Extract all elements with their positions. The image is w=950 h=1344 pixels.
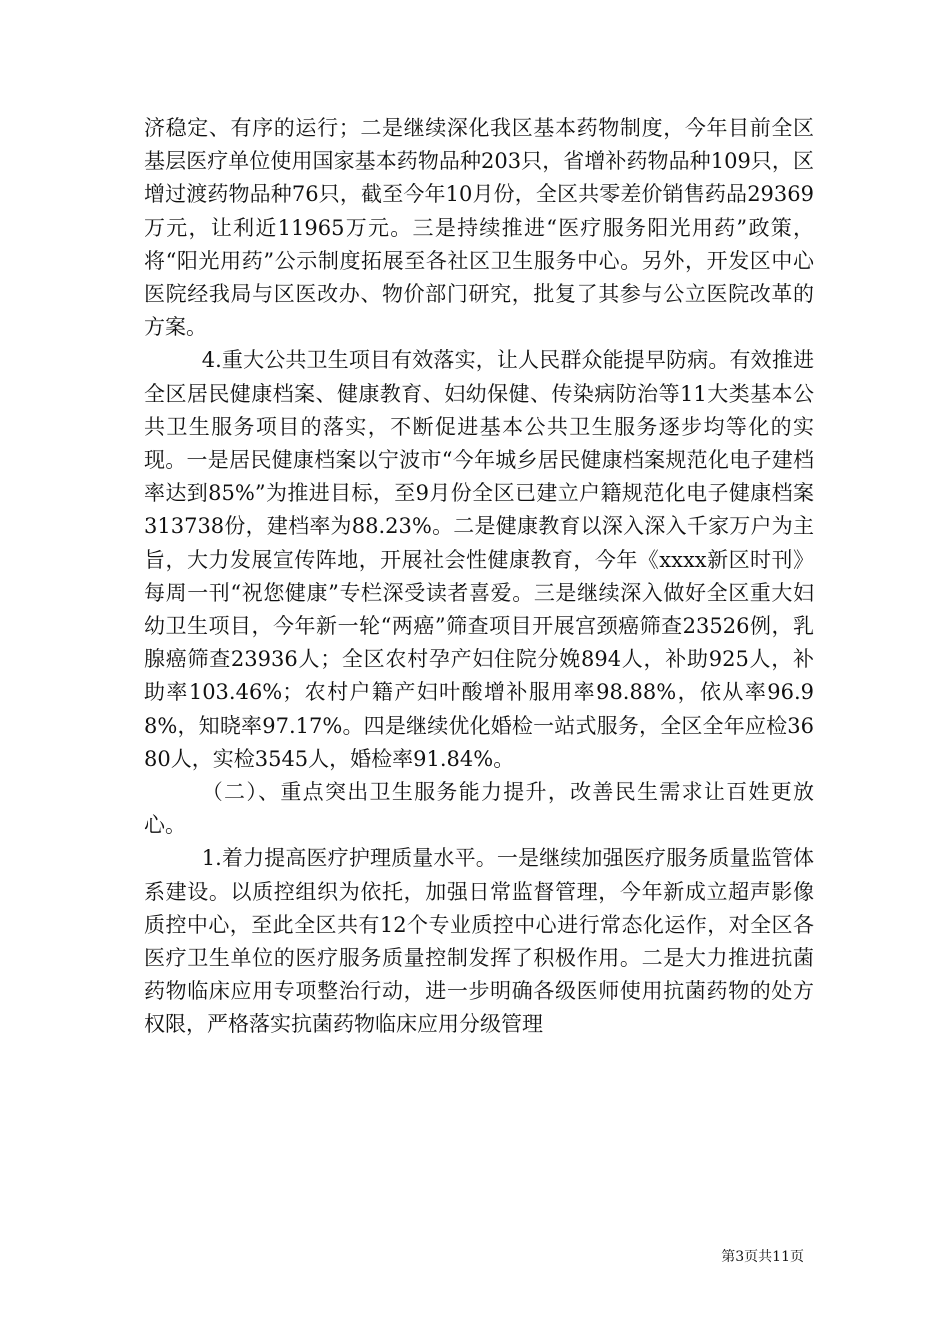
paragraph-3: 1.着力提高医疗护理质量水平。一是继续加强医疗服务质量监管体系建设。以质控组织为依托，加强日常监督管理，今年新成立超声影像质控中心，至此全区共有12个专业质控中心进行常态化运作，对全区各医疗卫生单位的医疗服务质量控制发挥了积极作用。二是大力推进抗菌药物临床应用专项整治行动，进一步明确各级医师使用抗菌药物的处方权限，严格落实抗菌药物临床应用分级管理 — [144, 846, 814, 1037]
section-heading: （二）、重点突出卫生服务能力提升，改善民生需求让百姓更放心。 — [144, 780, 814, 838]
paragraph-2: 4.重大公共卫生项目有效落实，让人民群众能提早防病。有效推进全区居民健康档案、健康教育、妇幼保健、传染病防治等11大类基本公共卫生服务项目的落实，不断促进基本公共卫生服务逐步均等化的实现。一是居民健康档案以宁波市“今年城乡居民健康档案规范化电子建档率达到85%”为推进目标，至9月份全区已建立户籍规范化电子健康档案313738份，建档率为88.23%。二是健康教育以深入深入千家万户为主旨，大力发展宣传阵地，开展社会性健康教育，今年《xxxx新区时刊》每周一刊“祝您健康”专栏深受读者喜爱。三是继续深入做好全区重大妇幼卫生项目，今年新一轮“两癌”筛查项目开展宫颈癌筛查23526例，乳腺癌筛查23936人；全区农村孕产妇住院分娩894人，补助925人，补助率103.46%；农村户籍产妇叶酸增补服用率98.88%，依从率96.98%，知晓率97.17%。四是继续优化婚检一站式服务，全区全年应检3680人，实检3545人，婚检率91.84%。 — [144, 348, 814, 771]
document-body — [144, 112, 814, 1042]
paragraph-1: 济稳定、有序的运行；二是继续深化我区基本药物制度，今年目前全区基层医疗单位使用国家基本药物品种203只，省增补药物品种109只，区增过渡药物品种76只，截至今年10月份，全区共零差价销售药品29369万元，让利近11965万元。三是持续推进“医疗服务阳光用药”政策，将“阳光用药”公示制度拓展至各社区卫生服务中心。另外，开发区中心医院经我局与区医改办、物价部门研究，批复了其参与公立医院改革的方案。 — [144, 116, 814, 340]
page-number-footer: 第3页共11页 — [721, 1249, 804, 1265]
